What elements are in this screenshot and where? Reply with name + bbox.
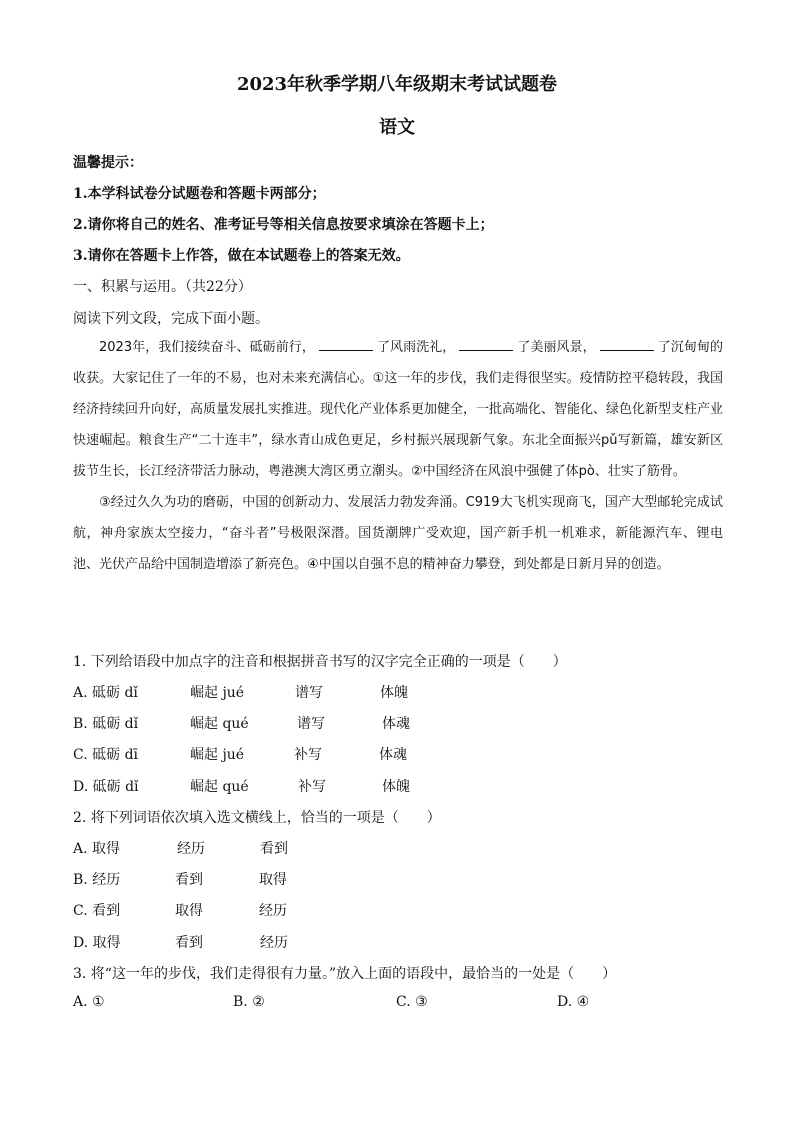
option-word-1: A. 砥砺 dǐ	[73, 685, 138, 701]
passage-text: 了美丽风景，	[517, 340, 596, 355]
option-word-1: D. 砥砺 dǐ	[73, 779, 139, 795]
passage-text: 了风雨洗礼，	[376, 340, 456, 355]
question-3-option-c: C. ③	[396, 994, 428, 1010]
option-word-4: 体魄	[380, 685, 408, 701]
passage-paragraph-2: ③经过久久为功的磨砺，中国的创新动力、发展活力勃发奔涌。C919大飞机实现商飞，国产大型邮轮完成试航，神舟家族太空接力，“奋斗者”号极限深潜。国货潮牌广受欢迎，国产新手机一机难求，新能源汽车、锂电池、光伏产品给中国制造增添了新亮色。④中国以自强不息的精神奋力攀登，到处都是日新月异的创造。	[73, 495, 723, 572]
tip-item-2: 2.请你将自己的姓名、准考证号等相关信息按要求填涂在答题卡上；	[73, 217, 494, 233]
option-word-2: 崛起 qué	[190, 779, 249, 795]
option-word-4: 体魂	[382, 716, 410, 732]
question-3-stem: 3. 将“这一年的步伐，我们走得很有力量。”放入上面的语段中，最恰当的一处是（ ）	[73, 966, 617, 982]
option-word-2: 看到	[175, 935, 203, 951]
question-3-option-d: D. ④	[557, 994, 590, 1010]
option-word-3: 经历	[259, 903, 287, 919]
option-word-3: 看到	[260, 841, 288, 857]
section-heading: 一、积累与运用。（共22分）	[73, 279, 252, 295]
tips-heading: 温馨提示：	[73, 155, 143, 171]
option-word-2: 取得	[175, 903, 203, 919]
question-1-stem: 1. 下列给语段中加点字的注音和根据拼音书写的汉字完全正确的一项是（ ）	[73, 654, 567, 670]
passage-text: 2023年，我们接续奋斗、砥砺前行，	[99, 340, 315, 355]
option-word-2: 崛起 qué	[190, 716, 249, 732]
exam-title: 2023年秋季学期八年级期末考试试题卷	[236, 74, 558, 95]
option-word-4: 体魄	[382, 779, 410, 795]
fill-blank-3	[600, 338, 654, 351]
option-word-3: 谱写	[297, 716, 325, 732]
option-word-4: 体魂	[379, 747, 407, 763]
tip-item-1: 1.本学科试卷分试题卷和答题卡两部分；	[73, 186, 326, 202]
option-word-2: 看到	[175, 872, 203, 888]
tip-item-3: 3.请你在答题卡上作答，做在本试题卷上的答案无效。	[73, 248, 410, 264]
option-word-3: 补写	[298, 779, 326, 795]
option-word-1: D. 取得	[73, 935, 121, 951]
fill-blank-2	[459, 338, 513, 351]
passage-text: 了沉甸甸的收获。大家记住了一年的不易，也对未来充满信心。①这一年的步伐，我们走得很坚实。疫情防控平稳转段，我国经济持续回升向好，高质量发展扎实推进。现代化产业体系更加健全，一批高端化、智能化、绿色化新型支柱产业快速崛起。粮食生产“二十连丰”，绿水青山成色更足，乡村振兴展现新气象。东北全面振兴pǔ写新篇，雄安新区拔节生长，长江经济带活力脉动，粤港澳大湾区勇立潮头。②中国经济在风浪中强健了体pò、壮实了筋骨。	[73, 340, 724, 479]
option-word-2: 崛起 jué	[190, 685, 245, 701]
option-word-3: 补写	[294, 747, 322, 763]
option-word-2: 崛起 jué	[190, 747, 245, 763]
reading-instruction: 阅读下列文段，完成下面小题。	[73, 311, 269, 327]
option-word-1: B. 砥砺 dǐ	[73, 716, 139, 732]
fill-blank-1	[319, 338, 373, 351]
option-word-2: 经历	[177, 841, 205, 857]
question-3-option-b: B. ②	[233, 994, 265, 1010]
subject-title: 语文	[379, 117, 415, 138]
option-word-3: 取得	[259, 872, 287, 888]
question-2-stem: 2. 将下列词语依次填入选文横线上，恰当的一项是（ ）	[73, 810, 441, 826]
question-3-option-a: A. ①	[73, 994, 105, 1010]
option-word-3: 经历	[260, 935, 288, 951]
passage-paragraph-1	[73, 332, 723, 487]
option-word-1: B. 经历	[73, 872, 121, 888]
option-word-1: A. 取得	[73, 841, 121, 857]
option-word-1: C. 看到	[73, 903, 121, 919]
option-word-1: C. 砥砺 dī	[73, 747, 139, 763]
option-word-3: 谱写	[295, 685, 323, 701]
